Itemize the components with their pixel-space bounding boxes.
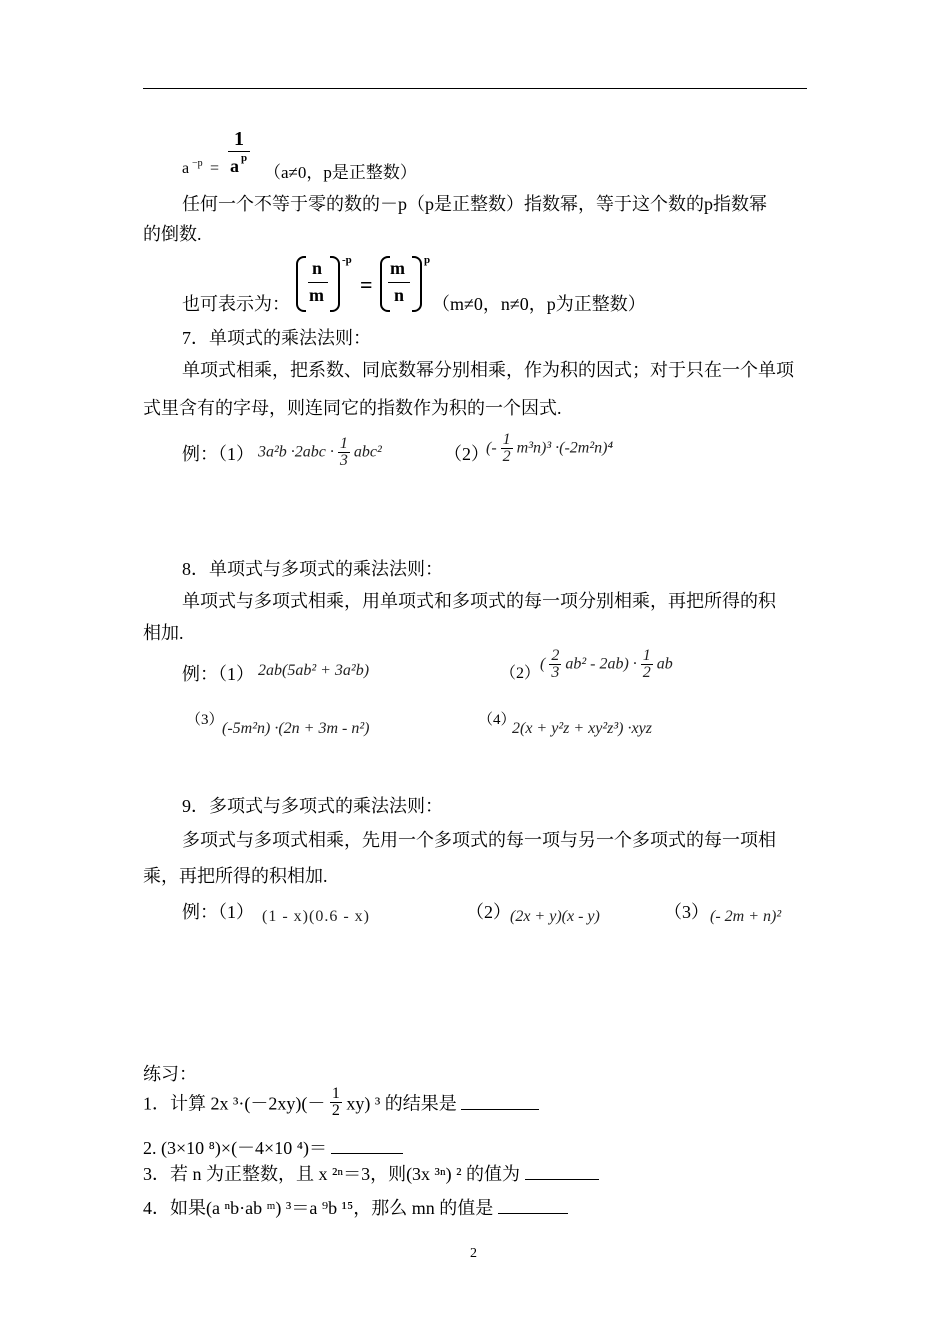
sec9-example-2: (2x + y)(x - y) xyxy=(510,908,600,925)
also-eq: = xyxy=(360,272,373,297)
frac-num: 1 xyxy=(234,128,244,150)
frac2-num: m xyxy=(390,258,405,278)
sec7-example-1: 3a²b ·2abc · $\frac{1}{3}$ abc² xyxy=(258,435,382,469)
exp1: -p xyxy=(342,254,352,266)
sec7-example-2: (- $\frac{1}{2}$ m³n)³ ·(-2m²n)⁴ xyxy=(486,431,614,465)
answer-blank-2[interactable] xyxy=(331,1139,403,1154)
sec9-para-1: 多项式与多项式相乘，先用一个多项式的每一项与另一个多项式的每一项相 xyxy=(182,830,776,850)
neg-exp-condition: （a≠0，p是正整数） xyxy=(264,163,417,182)
sec9-para-2: 乘，再把所得的积相加. xyxy=(143,866,328,886)
header-rule xyxy=(143,88,807,89)
sec7-title: 7．单项式的乘法法则： xyxy=(182,328,371,348)
right-paren-1 xyxy=(330,256,340,312)
sec8-example-3-label: （3） xyxy=(186,712,224,728)
sec9-example-3: (- 2m + n)² xyxy=(710,908,782,925)
practice-q2: 2. (3×10 ⁸)×(－4×10 ⁴)＝ xyxy=(143,1134,403,1160)
frac2-line xyxy=(388,282,410,283)
left-paren-1 xyxy=(296,256,306,312)
frac1-line xyxy=(308,282,328,283)
sec9-example-1: (1 - x)(0.6 - x) xyxy=(262,908,370,925)
sec7-para-2: 式里含有的字母，则连同它的指数作为积的一个因式. xyxy=(143,398,562,418)
sec8-example-2-label: （2） xyxy=(500,665,541,682)
sec8-example-label: 例：（1） xyxy=(182,664,254,684)
practice-q1: 1．计算 2x ³·(－2xy)(－ $\frac{1}{2}$ xy) ³ 的结果是 xyxy=(143,1086,539,1119)
sec9-title: 9．多项式与多项式的乘法法则： xyxy=(182,796,443,816)
frac1-den: m xyxy=(309,285,324,305)
frac2-den: n xyxy=(394,285,405,305)
sec8-title: 8．单项式与多项式的乘法法则： xyxy=(182,559,443,579)
sec9-example-3-label: （3） xyxy=(664,902,709,922)
sec8-example-4-label: （4） xyxy=(478,712,516,728)
neg-exp-desc-2: 的倒数. xyxy=(143,224,202,244)
sec7-example-2-label: （2） xyxy=(444,444,489,464)
practice-q4: 4．如果(a ⁿb·ab ᵐ) ³＝a ⁹b ¹⁵，那么 mn 的值是 xyxy=(143,1194,568,1220)
page-number: 2 xyxy=(470,1246,477,1261)
eq-sign: = xyxy=(210,160,220,177)
also-formula xyxy=(182,256,702,316)
sec8-para-2: 相加. xyxy=(143,623,184,643)
also-label: 也可表示为： xyxy=(182,294,290,314)
practice-title: 练习： xyxy=(143,1064,197,1084)
answer-blank-4[interactable] xyxy=(498,1199,568,1214)
neg-exp-desc-1: 任何一个不等于零的数的－p（p是正整数）指数幂，等于这个数的p指数幂 xyxy=(182,194,767,214)
sec7-para-1: 单项式相乘，把系数、同底数幂分别相乘，作为积的因式；对于只在一个单项 xyxy=(182,360,794,380)
sec8-example-3: (-5m²n) ·(2n + 3m - n²) xyxy=(222,720,370,737)
sec8-example-4: 2(x + y²z + xy²z³) ·xyz xyxy=(512,720,652,737)
lhs-exp: −p xyxy=(192,158,203,169)
sec7-example-label: 例：（1） xyxy=(182,444,254,464)
answer-blank-1[interactable] xyxy=(461,1095,539,1110)
sec8-para-1: 单项式与多项式相乘，用单项式和多项式的每一项分别相乘，再把所得的积 xyxy=(182,591,776,611)
exp2: p xyxy=(424,254,431,266)
sec9-example-2-label: （2） xyxy=(466,902,511,922)
practice-q3: 3．若 n 为正整数，且 x ²ⁿ＝3，则(3x ³ⁿ) ² 的值为 xyxy=(143,1160,599,1186)
sec9-example-label: 例：（1） xyxy=(182,902,254,922)
frac-den-exp: p xyxy=(241,152,248,164)
left-paren-2 xyxy=(380,256,390,312)
sec8-example-1: 2ab(5ab² + 3a²b) xyxy=(258,662,370,679)
frac1-num: n xyxy=(312,258,323,278)
sec8-example-2: ( $\frac{2}{3}$ ab² - 2ab) · $\frac{1}{2}$ ab xyxy=(540,647,673,681)
frac-den: a xyxy=(230,156,239,176)
lhs-base: a xyxy=(182,160,190,177)
also-condition: （m≠0，n≠0，p为正整数） xyxy=(432,294,646,314)
answer-blank-3[interactable] xyxy=(525,1165,599,1180)
right-paren-2 xyxy=(412,256,422,312)
